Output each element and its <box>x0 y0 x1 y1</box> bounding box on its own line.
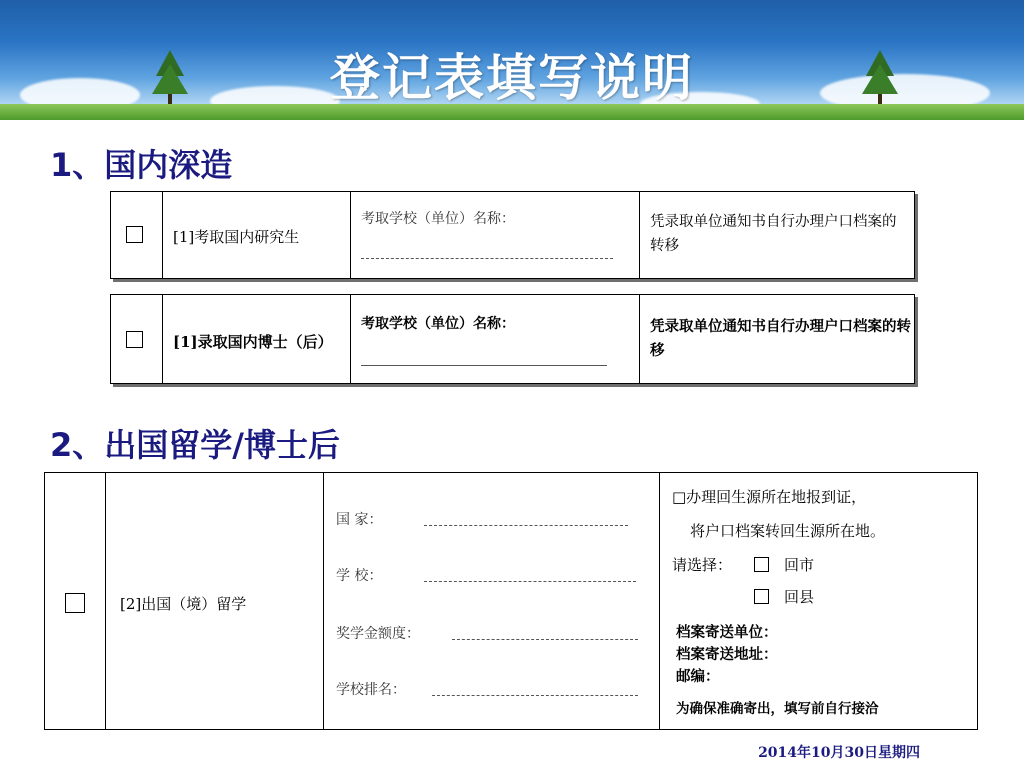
note-text: 凭录取单位通知书自行办理户口档案的转移 <box>650 214 897 254</box>
scholarship-field[interactable] <box>452 639 638 640</box>
country-label: 国 家： <box>336 512 383 528</box>
school-name-field[interactable] <box>361 258 613 259</box>
school-name-label: 考取学校（单位）名称： <box>361 211 515 227</box>
choose-label: 请选择： <box>672 556 733 574</box>
postcode-label: 邮编： <box>676 668 720 685</box>
checkbox-cell <box>111 295 163 383</box>
school-cell <box>351 192 640 278</box>
checkbox-return-county[interactable] <box>754 589 769 604</box>
ranking-label: 学校排名： <box>336 682 406 698</box>
form-row-study-abroad <box>44 472 978 730</box>
note-text: 凭录取单位通知书自行办理户口档案的转移 <box>650 318 911 359</box>
checkbox-cell <box>111 192 163 278</box>
school-field[interactable] <box>424 581 636 582</box>
section-heading-abroad: 2、出国留学/博士后 <box>50 426 340 464</box>
checkbox-doctoral[interactable] <box>126 331 143 348</box>
transfer-archive-text: 将户口档案转回生源所在地。 <box>690 522 886 540</box>
archive-address-label: 档案寄送地址： <box>676 646 778 663</box>
school-name-label: 考取学校（单位）名称： <box>361 316 515 332</box>
slide-date: 2014年10月30日星期四 <box>758 745 920 761</box>
section-heading-domestic: 1、国内深造 <box>50 146 233 184</box>
ranking-field[interactable] <box>432 695 638 696</box>
note-cell <box>640 295 914 383</box>
return-county-label: 回县 <box>784 588 815 606</box>
option-cell <box>163 192 351 278</box>
checkbox-study-abroad[interactable] <box>65 593 85 613</box>
checkbox-cell <box>45 473 106 729</box>
page-title: 登记表填写说明 <box>330 49 694 107</box>
option-label: [1]录取国内博士（后） <box>173 333 333 351</box>
school-label: 学 校： <box>336 568 383 584</box>
option-cell <box>163 295 351 383</box>
register-report-text: □办理回生源所在地报到证， <box>672 488 867 506</box>
archive-unit-label: 档案寄送单位： <box>676 624 778 641</box>
option-label: [1]考取国内研究生 <box>173 228 300 246</box>
school-cell <box>351 295 640 383</box>
checkbox-return-city[interactable] <box>754 557 769 572</box>
form-row-doctoral <box>110 294 915 384</box>
checkbox-grad-study[interactable] <box>126 226 143 243</box>
return-city-label: 回市 <box>784 556 815 574</box>
option-label: [2]出国（境）留学 <box>120 595 247 613</box>
scholarship-label: 奖学金额度： <box>336 626 420 642</box>
form-row-grad-study <box>110 191 915 279</box>
school-name-field[interactable] <box>361 365 607 366</box>
country-field[interactable] <box>424 525 628 526</box>
footer-instruction: 为确保准确寄出，填写前自行接洽 <box>676 701 879 717</box>
details-cell <box>324 473 660 729</box>
option-cell <box>106 473 324 729</box>
note-cell <box>640 192 914 278</box>
header-banner <box>0 0 1024 120</box>
instructions-cell <box>660 473 977 729</box>
